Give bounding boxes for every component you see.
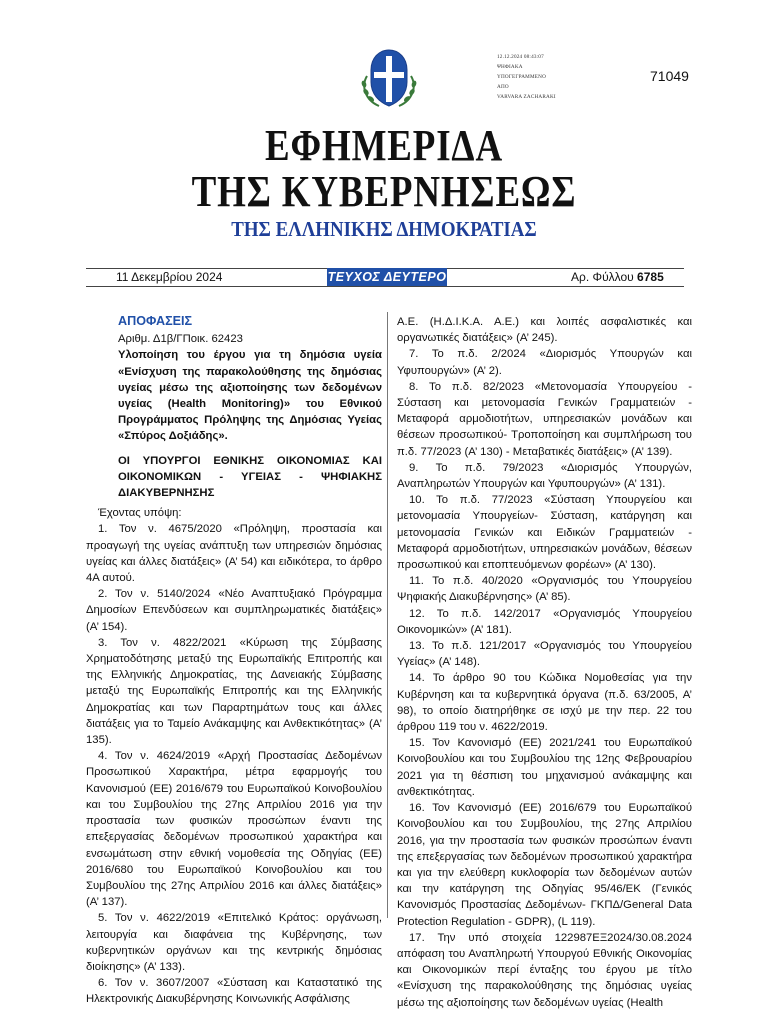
preamble-item: 4. Τον ν. 4624/2019 «Αρχή Προστασίας Δεδομένων Προσωπικού Χαρακτήρα, μέτρα εφαρμογής του Κανονισμού (ΕΕ) 2016/679 του Ευρωπαϊκού Κοινοβουλίου και του Συμβουλίου της 27ης Απριλίου 2016 για την προστασία των φυσικών προσώπων έναντι της επεξεργασίας δεδομένων προσωπικού χαρακτήρα και ενσωμάτωση στην εθνική νομοθεσία της Οδηγίας (ΕΕ) 2016/680 του Ευρωπαϊκού Κοινοβουλίου και του Συμβουλίου της 27ης Απριλίου 2016 και άλλες διατάξεις» (Α’ 137). xyxy=(86,750,382,909)
signature-line: VARVARA ZACHARAKI xyxy=(497,94,556,100)
right-column xyxy=(397,314,692,1011)
preamble-item-continued: Α.Ε. (Η.Δ.Ι.Κ.Α. Α.Ε.) και λοιπές ασφαλιστικές και οργανωτικές διατάξεις» (Α’ 245). xyxy=(397,316,692,345)
left-column xyxy=(86,313,382,1008)
preamble-item: 16. Τον Κανονισμό (ΕΕ) 2016/679 του Ευρωπαϊκού Κοινοβουλίου και του Συμβουλίου, της 27ης Απριλίου 2016, για την προστασία των φυσικών προσώπων έναντι της επεξεργασίας των δεδομένων προσωπικού χαρακτήρα και για την ελεύθερη κυκλοφορία των δεδομένων αυτών και την κατάργηση της Οδηγίας 95/46/ΕΚ (Γενικός Κανονισμός Προστασίας Δεδομένων- ΓΚΠΔ/General Data Protection Regulation - GDPR), (L 119). xyxy=(397,802,692,928)
preamble-item: 2. Τον ν. 5140/2024 «Νέο Αναπτυξιακό Πρόγραμμα Δημοσίων Επενδύσεων και συμπληρωματικές διατάξεις» (Α’ 154). xyxy=(86,588,382,633)
sheet-value: 6785 xyxy=(637,270,664,284)
preamble-item: 8. Το π.δ. 82/2023 «Μετονομασία Υπουργείου - Σύσταση και μετονομασία Γενικών Γραμματειών - Μεταφορά αρμοδιοτήτων, υπηρεσιακών μονάδων και θέσεων προσωπικού- Τροποποίηση και συμπλήρωση του π.δ. 77/2023 (Α’ 130) - Μεταβατικές διατάξεις» (Α’ 139). xyxy=(397,380,692,458)
preamble-item: 10. Το π.δ. 77/2023 «Σύσταση Υπουργείου και μετονομασία Υπουργείων- Σύσταση, κατάργηση και μετονομασία Γενικών και Ειδικών Γραμματειών - Μεταφορά αρμοδιοτήτων, υπηρεσιακών μονάδων, θέσεων προσωπικού και εποπτευόμενων φορέων» (Α’ 130). xyxy=(397,494,692,572)
preamble-item: 11. Το π.δ. 40/2020 «Οργανισμός του Υπουργείου Ψηφιακής Διακυβέρνησης» (Α’ 85). xyxy=(397,575,692,604)
decision-subject: Υλοποίηση του έργου για τη δημόσια υγεία «Ενίσχυση της παρακολούθησης της δημόσιας υγείας μέσω της αξιοποίησης των δεδομένων υγείας (Health Monitoring)» του Εθνικού Προγράμματος Πρόληψης της Δημόσιας Υγείας «Σπύρος Δοξιάδης». xyxy=(118,349,382,443)
issuing-ministers: ΟΙ ΥΠΟΥΡΓΟΙ ΕΘΝΙΚΗΣ ΟΙΚΟΝΟΜΙΑΣ ΚΑΙ ΟΙΚΟΝΟΜΙΚΩΝ - ΥΓΕΙΑΣ - ΨΗΦΙΑΚΗΣ ΔΙΑΚΥΒΕΡΝΗΣΗΣ xyxy=(118,454,382,500)
gazette-title-line1: ΕΦΗΜΕΡΙΔΑ xyxy=(265,121,503,170)
gazette-title-line2: ΤΗΣ ΚΥΒΕΡΝΗΣΕΩΣ xyxy=(191,167,577,216)
sheet-number xyxy=(571,270,664,284)
column-divider xyxy=(387,312,388,918)
preamble-item: 7. Το π.δ. 2/2024 «Διορισμός Υπουργών και Υφυπουργών» (Α’ 2). xyxy=(397,348,692,377)
preamble-intro: Έχοντας υπόψη: xyxy=(98,507,182,520)
signature-line: ΨΗΦΙΑΚΑ xyxy=(497,64,523,70)
section-heading: ΑΠΟΦΑΣΕΙΣ xyxy=(118,314,193,328)
preamble-item: 15. Τον Κανονισμό (ΕΕ) 2021/241 του Ευρωπαϊκού Κοινοβουλίου και του Συμβουλίου της 12ης Φεβρουαρίου 2021 για τη θέσπιση του μηχανισμού ανάκαμψης και ανθεκτικότητας. xyxy=(397,737,692,798)
preamble-item: 13. Το π.δ. 121/2017 «Οργανισμός του Υπουργείου Υγείας» (Α’ 148). xyxy=(397,640,692,669)
preamble-item: 6. Τον ν. 3607/2007 «Σύσταση και Καταστατικό της Ηλεκτρονικής Διακυβέρνησης Κοινωνικής Ασφάλισης xyxy=(86,977,382,1006)
preamble-item: 5. Τον ν. 4622/2019 «Επιτελικό Κράτος: οργάνωση, λειτουργία και διαφάνεια της Κυβέρνησης, των κυβερνητικών οργάνων και της κεντρικής δημόσιας διοίκησης» (Α’ 133). xyxy=(86,912,382,973)
preamble-item: 3. Τον ν. 4822/2021 «Κύρωση της Σύμβασης Χρηματοδότησης μεταξύ της Ευρωπαϊκής Επιτροπής και της Ελληνικής Δημοκρατίας, της Δανειακής Σύμβασης μεταξύ της Ευρωπαϊκής Επιτροπής και της Ελληνικής Δημοκρατίας και των Παραρτημάτων τους και άλλες διατάξεις για το Ταμείο Ανάκαμψης και Ανθεκτικότητας» (Α’ 135). xyxy=(86,636,382,747)
page-number: 71049 xyxy=(650,68,689,84)
issue-badge: ΤΕΥΧΟΣ ΔΕΥΤΕΡΟ xyxy=(327,270,447,284)
preamble-item: 9. Το π.δ. 79/2023 «Διορισμός Υπουργών, Αναπληρωτών Υπουργών και Υφυπουργών» (Α’ 131). xyxy=(397,461,692,491)
sheet-label: Αρ. Φύλλου xyxy=(571,270,634,284)
greek-coat-of-arms-icon xyxy=(357,46,421,110)
issue-date: 11 Δεκεμβρίου 2024 xyxy=(116,270,223,284)
preamble-item: 1. Τον ν. 4675/2020 «Πρόληψη, προστασία και προαγωγή της υγείας ανάπτυξη των υπηρεσιών δημόσιας υγείας και άλλες διατάξεις» (Α’ 54) και ειδικότερα, το άρθρο 4Α αυτού. xyxy=(86,523,382,585)
preamble-item: 12. Το π.δ. 142/2017 «Οργανισμός Υπουργείου Οικονομικών» (Α’ 181). xyxy=(397,607,692,636)
preamble-item: 14. Το άρθρο 90 του Κώδικα Νομοθεσίας για την Κυβέρνηση και τα κυβερνητικά όργανα (π.δ. 63/2005, Α’ 98), το οποίο διατηρήθηκε σε ισχύ με την περ. 22 του άρθρου 119 του ν. 4622/2019. xyxy=(397,672,692,734)
signature-line: ΥΠΟΓΕΓΡΑΜΜΕΝΟ xyxy=(497,74,547,80)
signature-line: ΑΠΟ xyxy=(497,84,509,90)
decision-number: Αριθμ. Δ1β/ΓΠοικ. 62423 xyxy=(118,333,243,346)
header-bottom-rule xyxy=(86,286,684,287)
signature-line: 12.12.2024 08:43:07 xyxy=(497,54,544,60)
digital-signature xyxy=(497,52,556,102)
preamble-item: 17. Την υπό στοιχεία 122987ΕΞ2024/30.08.2024 απόφαση του Αναπληρωτή Υπουργού Εθνικής Οικονομίας και Οικονομικών περί ένταξης του έργου με τίτλο «Ενίσχυση της παρακολούθησης της δημόσιας υγείας μέσω της αξιοποίησης των δεδομένων υγείας (Health xyxy=(397,931,692,1009)
gazette-subtitle: ΤΗΣ ΕΛΛΗΝΙΚΗΣ ΔΗΜΟΚΡΑΤΙΑΣ xyxy=(231,217,537,241)
